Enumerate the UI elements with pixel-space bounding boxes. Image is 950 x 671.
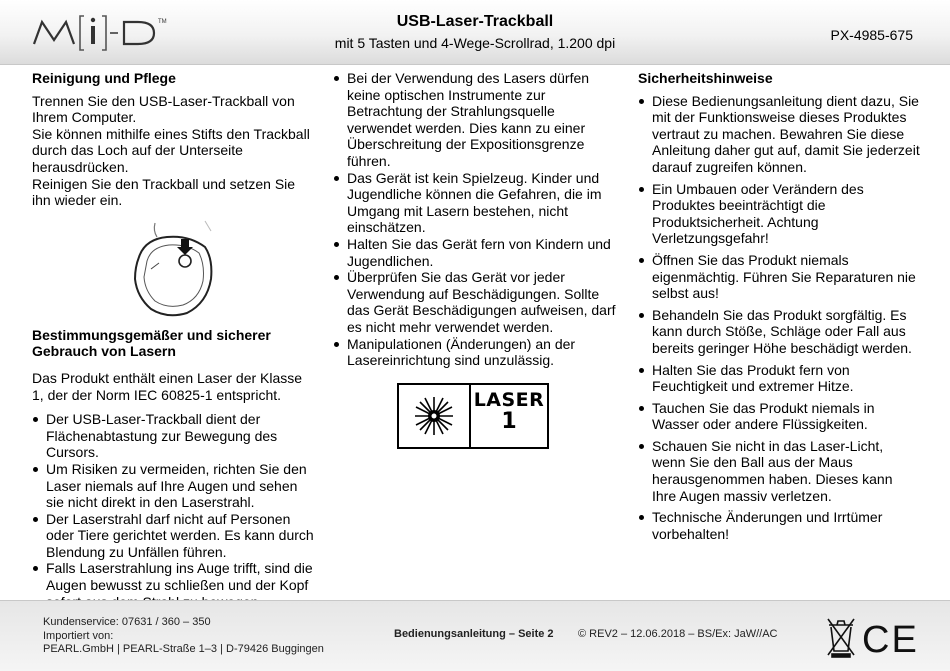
list-item: Halten Sie das Gerät fern von Kindern und Jugendlichen. [333,236,618,269]
list-item: Um Risiken zu vermeiden, richten Sie den Laser niemals auf Ihre Augen und sehen sie nicht direkt in den Laserstrahl. [32,461,314,511]
laser-class-number: 1 [501,409,517,435]
customer-service: Kundenservice: 07631 / 360 – 350 [43,616,211,628]
manual-page-label: Bedienungsanleitung – Seite 2 [394,628,554,640]
list-item: Das Gerät ist kein Spielzeug. Kinder und Jugendliche können die Gefahren, die im Umgang mit Lasern bestehen, nicht einschätzen. [333,170,618,236]
list-item: Tauchen Sie das Produkt niemals in Wasser oder andere Flüssigkeiten. [638,400,920,433]
laser-class-label [397,383,549,449]
cleaning-text-1: Trennen Sie den USB-Laser-Trackball von Ihrem Computer. [32,92,295,126]
list-item: Schauen Sie nicht in das Laser-Licht, wenn Sie den Ball aus der Maus herausgenommen haben. Dieses kann Ihre Augen massiv verletzen. [638,438,920,504]
model-number: PX-4985-675 [830,27,913,43]
column-right [638,70,920,547]
revision-info: © REV2 – 12.06.2018 – BS/Ex: JaW//AC [578,628,778,640]
page-title: USB-Laser-Trackball [396,13,554,30]
page-subtitle: mit 5 Tasten und 4-Wege-Scrollrad, 1.200 dpi [334,35,616,51]
list-item: Diese Bedienungsanleitung dient dazu, Sie mit der Funktionsweise dieses Produktes vertraut zu machen. Bewahren Sie diese Anleitung daher gut auf, damit Sie jederzeit darauf zugreifen können. [638,93,920,176]
laser-label: LASER [473,388,545,411]
safety-list [638,93,920,543]
list-item: Überprüfen Sie das Gerät vor jeder Verwendung auf Beschädigungen. Sollte das Gerät Beschädigungen aufweisen, darf es nicht mehr verwendet werden. [333,269,618,335]
compliance-marks [826,615,922,662]
list-item: Der Laserstrahl darf nicht auf Personen oder Tiere gerichtet werden. Es kann durch Blendung zu Unfällen führen. [32,511,314,561]
trackball-illustration [32,217,314,321]
page-header [0,0,950,65]
list-item: Ein Umbauen oder Verändern des Produktes beeinträchtigt die Produktsicherheit. Achtung Verletzungsgefahr! [638,181,920,247]
svg-text:TM: TM [158,19,167,25]
safety-heading: Sicherheitshinweise [638,70,773,86]
list-item: Bei der Verwendung des Lasers dürfen keine optischen Instrumente zur Betrachtung der Strahlungsquelle verwendet werden. Dies kann zu einer Überschreitung der Expositionsgrenze führen. [333,70,618,170]
imported-by-label: Importiert von: [43,629,114,642]
trackball-bottom-illustration [127,217,247,321]
list-item: Halten Sie das Produkt fern von Feuchtigkeit und extremer Hitze. [638,362,920,395]
list-item: Der USB-Laser-Trackball dient der Flächenabtastung zur Bewegung des Cursors. [32,411,314,461]
list-item: Öffnen Sie das Produkt niemals eigenmächtig. Führen Sie Reparaturen nie selbst aus! [638,252,920,302]
page-footer [0,600,950,671]
cleaning-text-3: Reinigen Sie den Trackball und setzen Sie ihn wieder ein. [32,175,296,209]
ce-mark-icon: CE [862,619,919,659]
column-left [32,70,314,610]
list-item: Falls Laserstrahlung ins Auge trifft, sind die Augen bewusst zu schließen und der Kopf [32,560,314,610]
usage-heading: Bestimmungsgemäßer und sicherer Gebrauch von Lasern [32,326,271,360]
usage-intro: Das Produkt enthält einen Laser der Klasse 1, der der Norm IEC 60825-1 entspricht. [32,369,303,403]
company-address: PEARL.GmbH | PEARL-Straße 1–3 | D-79426 Buggingen [43,643,324,655]
laser-warning-icon [399,385,471,447]
list-item: Behandeln Sie das Produkt sorgfältig. Es kann durch Stöße, Schläge oder Fall aus bereits geringer Höhe beschädigt werden. [638,307,920,357]
cleaning-heading: Reinigung und Pflege [32,70,176,86]
list-item: Technische Änderungen und Irrtümer vorbehalten! [638,509,920,542]
laser-safety-list [333,70,618,369]
column-middle [333,70,618,449]
contact-info [43,616,324,657]
cleaning-text-2: Sie können mithilfe eines Stifts den Trackball durch das Loch auf der Unterseite herausdrücken. [32,125,310,175]
list-item: Manipulationen (Änderungen) an der Lasereinrichtung sind unzulässig. [333,336,618,369]
weee-bin-icon [828,619,854,657]
usage-list [32,411,314,610]
